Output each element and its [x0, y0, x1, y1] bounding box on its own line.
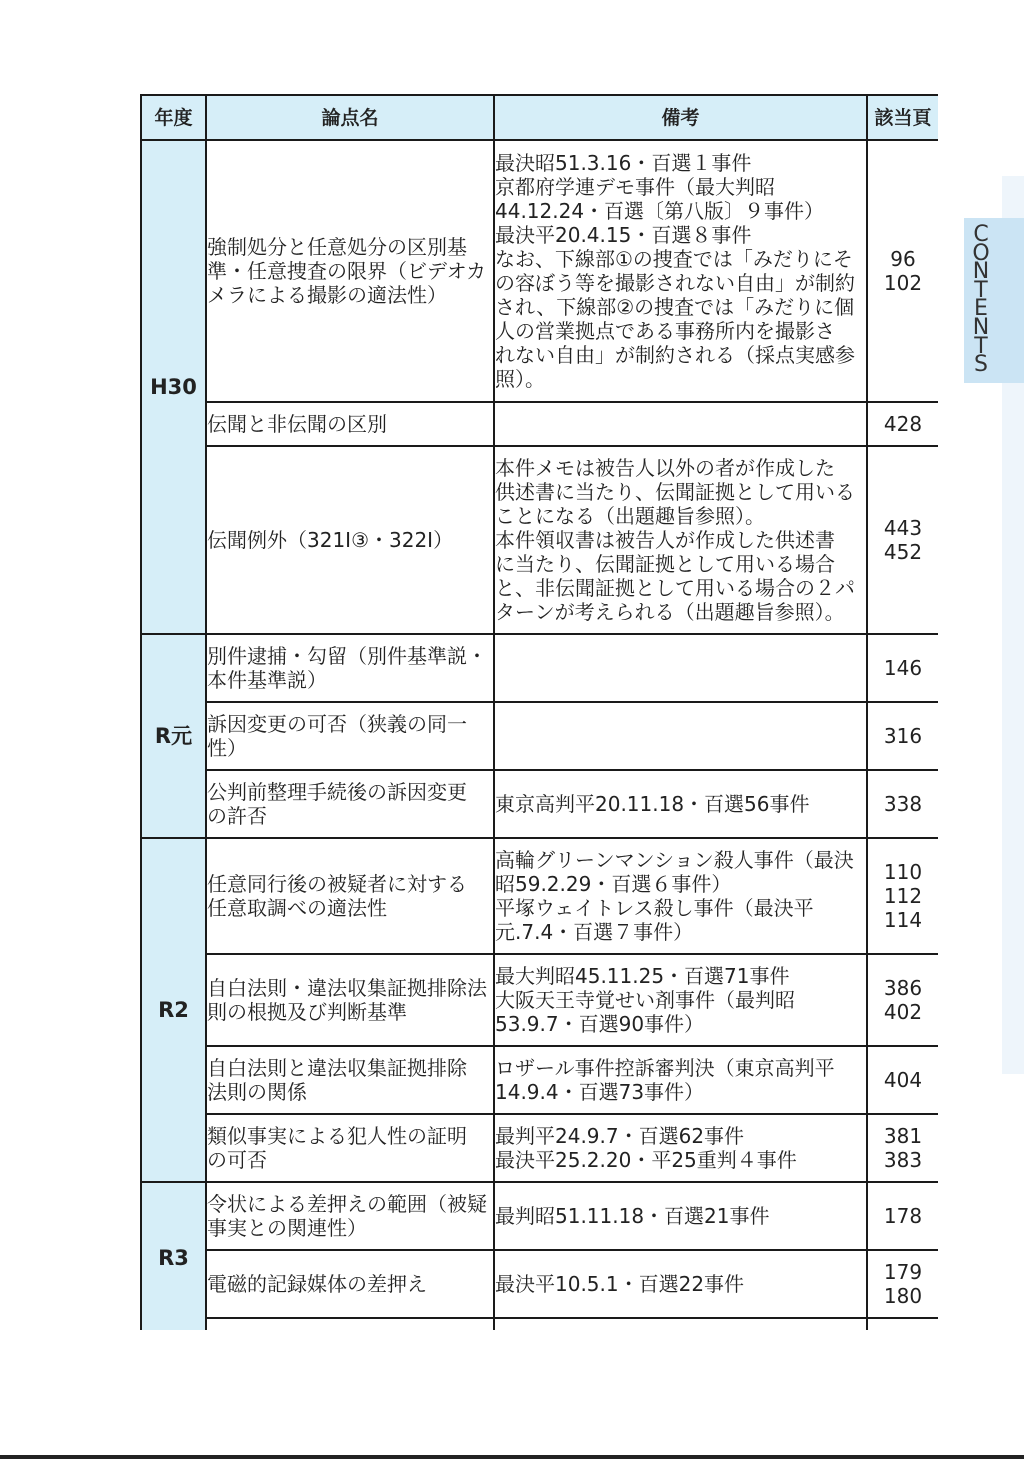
- topic-cell: [206, 1046, 494, 1114]
- note-cell: [494, 954, 867, 1046]
- page-number: 110: [883, 860, 923, 884]
- note-line: 京都府学連デモ事件（最大判昭: [495, 175, 775, 199]
- page-number: 112: [883, 884, 923, 908]
- note-line: に当たり、伝聞証拠として用いる場合: [495, 552, 835, 576]
- topic-line: 伝聞例外（321Ⅰ③・322Ⅰ）: [207, 528, 454, 552]
- topic-cell: [206, 838, 494, 954]
- table-row: [141, 446, 938, 634]
- note-line: 本件メモは被告人以外の者が作成した: [495, 456, 835, 480]
- header-year: 年度: [141, 95, 206, 140]
- page-cell: [867, 702, 938, 770]
- page-cell: [867, 1250, 938, 1318]
- note-line: の容ぼう等を撮影されない自由」が制約: [495, 271, 855, 295]
- topic-line: 訴因変更の可否（狭義の同一: [207, 712, 467, 736]
- topic-line: 類似事実による犯人性の証明: [207, 1124, 467, 1148]
- topic-cell: [206, 1250, 494, 1318]
- note-cell: [494, 838, 867, 954]
- contents-tab-letter: N: [972, 314, 990, 340]
- topic-cell: [206, 954, 494, 1046]
- table-row: [141, 140, 938, 402]
- topic-cell: [206, 1182, 494, 1250]
- note-line: 高輪グリーンマンション殺人事件（最決: [495, 848, 854, 872]
- index-table-wrapper: [140, 94, 938, 1330]
- note-line: 供述書に当たり、伝聞証拠として用いる: [495, 480, 855, 504]
- page-number: 386: [883, 976, 923, 1000]
- topic-line: 令状による差押えの範囲（被疑: [207, 1192, 487, 1216]
- note-line: 平塚ウェイトレス殺し事件（最決平: [495, 896, 814, 920]
- note-cell: [494, 1046, 867, 1114]
- table-header-row: [141, 95, 938, 140]
- page-number: 381: [883, 1124, 923, 1148]
- topic-cell: [206, 446, 494, 634]
- topic-line: 本件基準説）: [207, 668, 327, 692]
- note-line: 44.12.24・百選〔第八版〕９事件）: [495, 199, 825, 223]
- page-cell: [867, 1318, 938, 1330]
- note-cell: [494, 1250, 867, 1318]
- table-row: [141, 838, 938, 954]
- note-line: 元.7.4・百選７事件）: [495, 920, 694, 944]
- page-number: 96: [890, 247, 916, 271]
- contents-tab-letter: E: [974, 296, 988, 322]
- note-line: 本件領収書は被告人が作成した供述書: [495, 528, 835, 552]
- note-cell: [494, 140, 867, 402]
- page-number: 452: [883, 540, 923, 564]
- note-cell: [494, 1182, 867, 1250]
- note-cell: [494, 446, 867, 634]
- table-row: [141, 1182, 938, 1250]
- page-cell: [867, 838, 938, 954]
- note-cell: [494, 634, 867, 702]
- page-number: 102: [883, 271, 923, 295]
- contents-tab-letter: S: [974, 352, 988, 378]
- note-line: と、非伝聞証拠として用いる場合の２パ: [495, 576, 855, 600]
- table-row: [141, 954, 938, 1046]
- topic-line: 電磁的記録媒体の差押え: [207, 1272, 427, 1296]
- note-line: 東京高判平20.11.18・百選56事件: [495, 792, 810, 816]
- topic-cell: [206, 702, 494, 770]
- note-line: 最決平20.4.15・百選８事件: [495, 223, 752, 247]
- page-number: 180: [883, 1284, 923, 1308]
- page-number: 402: [883, 1000, 923, 1024]
- page-number: 316: [883, 724, 923, 748]
- topic-line: 自白法則・違法収集証拠排除法: [207, 976, 487, 1000]
- note-line: 14.9.4・百選73事件）: [495, 1080, 705, 1104]
- note-line: ターンが考えられる（出題趣旨参照）。: [495, 600, 845, 624]
- table-row: [141, 1114, 938, 1182]
- note-line: 人の営業拠点である事務所内を撮影さ: [495, 319, 835, 343]
- page-number: 428: [883, 412, 923, 436]
- note-line: 最決昭51.3.16・百選１事件: [495, 151, 752, 175]
- note-cell: [494, 1114, 867, 1182]
- topic-line: 任意同行後の被疑者に対する: [207, 872, 467, 896]
- note-line: 最判昭51.11.18・百選21事件: [495, 1204, 770, 1228]
- page-number: 338: [883, 792, 923, 816]
- page-cell: [867, 954, 938, 1046]
- topic-line: 則の根拠及び判断基準: [207, 1000, 407, 1024]
- topic-line: メラによる撮影の適法性）: [207, 283, 447, 307]
- topic-line: 法則の関係: [207, 1080, 307, 1104]
- note-line: 最決平10.5.1・百選22事件: [495, 1272, 745, 1296]
- note-line: なお、下線部①の捜査では「みだりにそ: [495, 247, 853, 271]
- year-cell: R3: [141, 1182, 206, 1330]
- note-line: 昭59.2.29・百選６事件）: [495, 872, 732, 896]
- page-number: 383: [883, 1148, 923, 1172]
- page-number: 179: [883, 1260, 923, 1284]
- table-row-partial: [141, 1318, 938, 1330]
- topic-line: 事実との関連性）: [207, 1216, 367, 1240]
- topic-line: 準・任意捜査の限界（ビデオカ: [207, 259, 486, 283]
- page-cell: [867, 1182, 938, 1250]
- topic-line: の許否: [207, 804, 267, 828]
- page-number: 404: [883, 1068, 923, 1092]
- year-cell: H30: [141, 140, 206, 634]
- topic-line: の可否: [207, 1148, 267, 1172]
- note-line: 大阪天王寺覚せい剤事件（最判昭: [495, 988, 795, 1012]
- contents-tab-letter: T: [974, 333, 988, 359]
- table-row: [141, 1046, 938, 1114]
- contents-tab-letter: C: [973, 222, 989, 247]
- index-table: [140, 94, 938, 1330]
- note-line: 最判平24.9.7・百選62事件: [495, 1124, 745, 1148]
- note-line: ことになる（出題趣旨参照）。: [495, 504, 765, 528]
- table-body: [141, 140, 938, 1330]
- topic-line: 任意取調べの適法性: [207, 896, 387, 920]
- table-row: [141, 634, 938, 702]
- page-cell: [867, 446, 938, 634]
- note-line: ロザール事件控訴審判決（東京高判平: [495, 1056, 835, 1080]
- topic-cell: [206, 140, 494, 402]
- year-cell: R元: [141, 634, 206, 838]
- header-page: 該当頁: [867, 95, 938, 140]
- table-row: [141, 402, 938, 446]
- page-cell: [867, 1046, 938, 1114]
- note-cell: [494, 1318, 867, 1330]
- note-cell: [494, 702, 867, 770]
- page-number: 178: [883, 1204, 923, 1228]
- note-cell: [494, 402, 867, 446]
- note-line: 最大判昭45.11.25・百選71事件: [495, 964, 790, 988]
- bottom-rule: [0, 1455, 1024, 1459]
- note-line: れない自由」が制約される（採点実感参: [495, 343, 855, 367]
- header-topic: 論点名: [206, 95, 494, 140]
- table-row: [141, 702, 938, 770]
- contents-tab-label: [964, 222, 998, 378]
- topic-line: 自白法則と違法収集証拠排除: [207, 1056, 467, 1080]
- topic-cell: [206, 634, 494, 702]
- topic-line: 伝聞と非伝聞の区別: [207, 412, 387, 436]
- header-note: 備考: [494, 95, 867, 140]
- page-cell: [867, 402, 938, 446]
- topic-cell: [206, 402, 494, 446]
- note-line: され、下線部②の捜査では「みだりに個: [495, 295, 855, 319]
- topic-cell: [206, 770, 494, 838]
- year-cell: R2: [141, 838, 206, 1182]
- topic-line: 公判前整理手続後の訴因変更: [207, 780, 467, 804]
- note-line: 最決平25.2.20・平25重判４事件: [495, 1148, 797, 1172]
- page-cell: [867, 140, 938, 402]
- topic-line: 性）: [207, 736, 247, 760]
- table-row: [141, 770, 938, 838]
- page-number: 146: [883, 656, 923, 680]
- contents-tab-letter: T: [974, 277, 988, 303]
- page-cell: [867, 634, 938, 702]
- topic-cell: [206, 1318, 494, 1330]
- note-cell: [494, 770, 867, 838]
- contents-tab-letter: N: [972, 259, 990, 285]
- note-line: 照）。: [495, 367, 545, 391]
- note-line: 53.9.7・百選90事件）: [495, 1012, 705, 1036]
- page-number: 114: [883, 908, 923, 932]
- page-cell: [867, 1114, 938, 1182]
- topic-cell: [206, 1114, 494, 1182]
- table-row: [141, 1250, 938, 1318]
- topic-line: 別件逮捕・勾留（別件基準説・: [207, 644, 487, 668]
- contents-tab-letter: O: [972, 240, 990, 266]
- page-cell: [867, 770, 938, 838]
- topic-line: 強制処分と任意処分の区別基: [207, 235, 467, 259]
- page-number: 443: [883, 516, 923, 540]
